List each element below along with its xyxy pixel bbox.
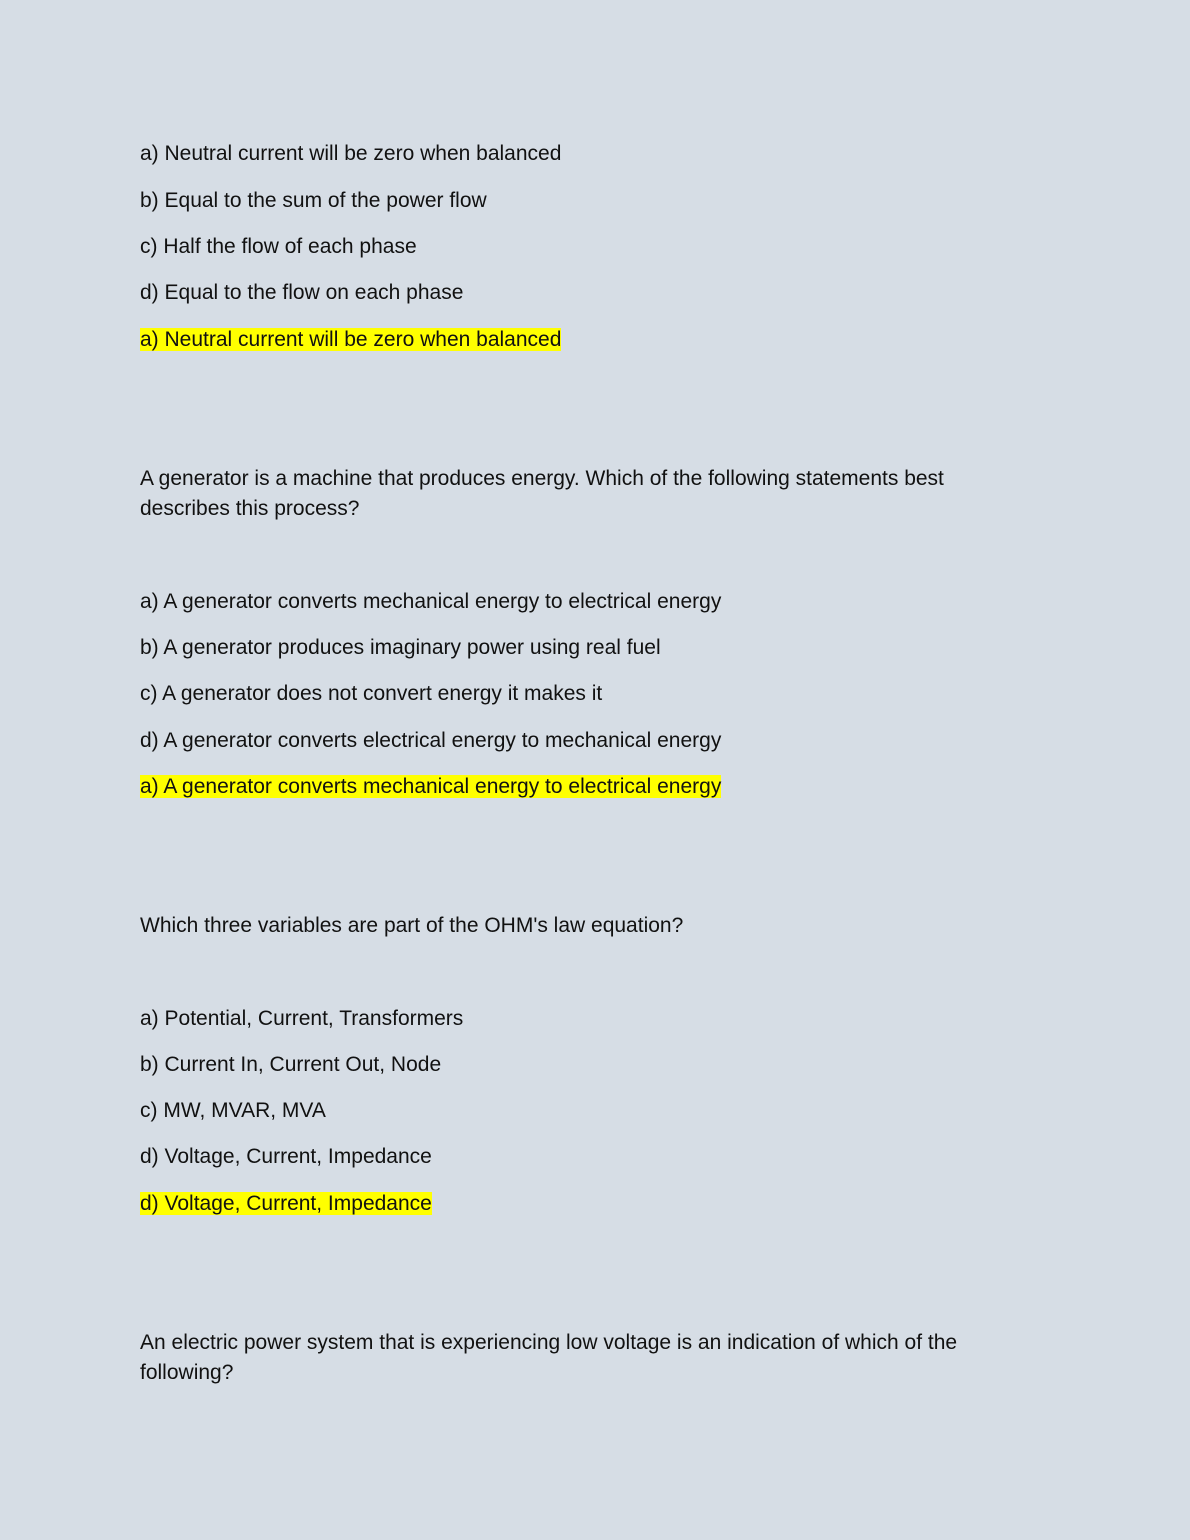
option-c: c) MW, MVAR, MVA (140, 1099, 326, 1122)
question-text: A generator is a machine that produces energy. Which of the following statements best describes this process? (140, 467, 944, 520)
highlighted-answer: d) Voltage, Current, Impedance (140, 1192, 432, 1215)
option-b: b) A generator produces imaginary power using real fuel (140, 636, 661, 659)
answer-line (140, 1189, 432, 1219)
question-text: Which three variables are part of the OHM's law equation? (140, 914, 684, 937)
answer-line (140, 325, 561, 355)
highlighted-answer: a) A generator converts mechanical energy to electrical energy (140, 775, 722, 798)
highlighted-answer: a) Neutral current will be zero when balanced (140, 328, 562, 351)
option-b: b) Equal to the sum of the power flow (140, 189, 487, 212)
option-d: d) Equal to the flow on each phase (140, 281, 464, 304)
answer-line (140, 772, 721, 802)
option-d: d) Voltage, Current, Impedance (140, 1145, 432, 1168)
option-d: d) A generator converts electrical energy to mechanical energy (140, 729, 722, 752)
option-a: a) A generator converts mechanical energy to electrical energy (140, 590, 722, 613)
option-c: c) Half the flow of each phase (140, 235, 417, 258)
option-c: c) A generator does not convert energy it makes it (140, 682, 603, 705)
option-b: b) Current In, Current Out, Node (140, 1053, 442, 1076)
option-a: a) Neutral current will be zero when balanced (140, 142, 562, 165)
question-text: An electric power system that is experiencing low voltage is an indication of which of the following? (140, 1331, 958, 1384)
option-a: a) Potential, Current, Transformers (140, 1007, 464, 1030)
